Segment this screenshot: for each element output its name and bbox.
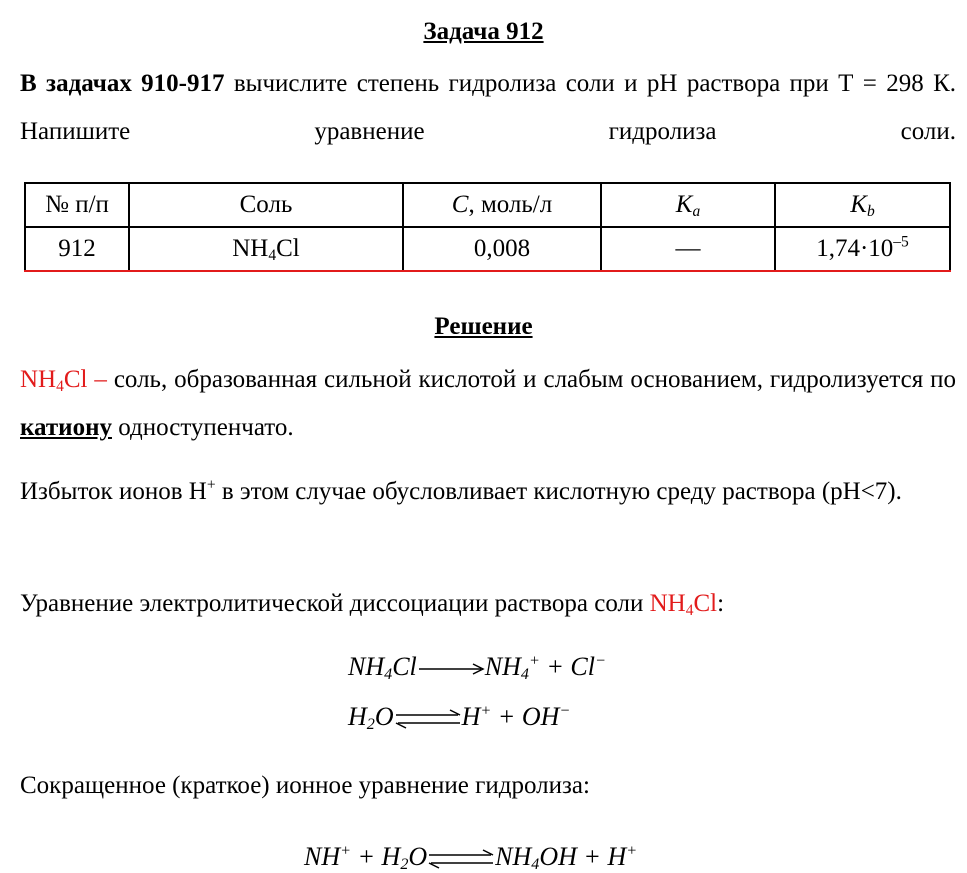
solution-title: Решение <box>434 313 533 340</box>
table-header-row <box>25 183 950 227</box>
equilibrium-arrow-icon <box>394 709 462 729</box>
header-conc: C, моль/л <box>403 183 601 227</box>
task-range: В задачах 910-917 <box>20 70 225 97</box>
hydrolysis-equation: $NH^+ + H_2O$ $NH_4OH + H^+$ <box>304 842 638 873</box>
forward-arrow-icon <box>417 662 485 676</box>
equilibrium-arrow-icon <box>427 849 495 869</box>
header-salt: Соль <box>129 183 403 227</box>
solution-paragraph-4: Сокращенное (краткое) ионное уравнение гидролиза: <box>20 772 590 799</box>
cell-salt: $NH_4Cl$ <box>129 227 403 271</box>
task-title: Задача 912 <box>423 18 544 45</box>
salt-formula-2: $NH_4Cl$ <box>649 590 718 619</box>
task-intro-line <box>20 60 956 156</box>
cell-kb: $1,74\cdot 10^{-5}$ <box>775 227 950 271</box>
task-intro-text: вычислите степень гидролиза соли и рН раствора при Т = 298 К. Напишите уравнение гидролиза соли. <box>20 70 957 145</box>
cation-emphasis: катиону <box>20 414 112 441</box>
table-row <box>25 227 950 271</box>
solution-paragraph-1: $NH_4Cl$ – соль, образованная сильной кислотой и слабым основанием, гидролизуется по катиону одноступенчато. <box>20 366 957 441</box>
header-num: № п/п <box>25 183 129 227</box>
water-equilibrium-equation: $H_2O$ H+ + OH− <box>348 702 571 734</box>
header-ka: $K_a$ <box>601 183 775 227</box>
cell-ka: — <box>601 227 775 271</box>
cell-num: 912 <box>25 227 129 271</box>
salt-formula: $NH_4Cl$ – <box>20 366 107 395</box>
solution-paragraph-3: Уравнение электролитической диссоциации раствора соли $NH_4Cl$: <box>20 590 725 619</box>
data-table <box>24 182 951 272</box>
header-kb: $K_b$ <box>775 183 950 227</box>
cell-conc: 0,008 <box>403 227 601 271</box>
dissociation-equation: $NH_4Cl$ $NH_4^+ + Cl^-$ <box>348 652 606 684</box>
solution-paragraph-2: Избыток ионов Н+ в этом случае обусловливает кислотную среду раствора (рН<7). <box>20 476 902 505</box>
